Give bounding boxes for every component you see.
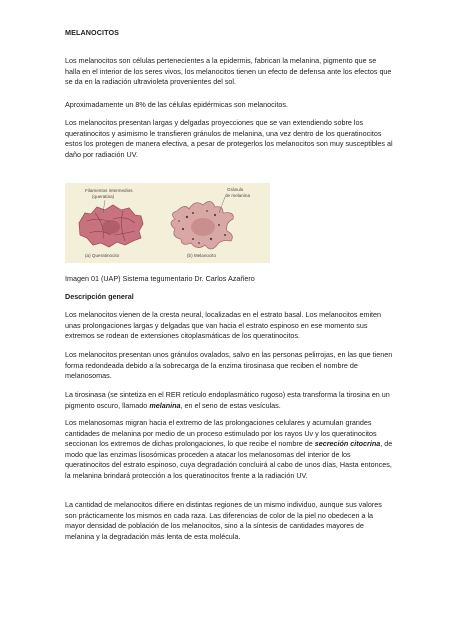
figure-label-keratinocyte: (a) Queratinocito	[85, 253, 120, 258]
term-secrecion-citocrina: secreción citocrina	[314, 439, 381, 449]
paragraph-melanosomes-text-a: Los melanosomas migran hacia el extremo de las prolongaciones celulares y acumulan grandes cantidades de melanina por medio de un proceso estimulado por los rayos Uv y los queratinocitos seccionan los extremos de dichas prolongaciones, lo que recibe el nombre de	[65, 418, 377, 449]
figure-label-granule-1: Gránulo	[227, 187, 244, 192]
paragraph-granules: Los melanocitos presentan unos gránulos ovalados, salvo en las personas pelirrojas, en las que tienen forma redondeada debido a la sobrecarga de la enzima tirosinasa que reciben el nombre de melanosomas.	[65, 350, 393, 381]
keratinocyte-drawing	[79, 200, 143, 247]
cell-illustration	[65, 183, 270, 263]
paragraph-melanosomes-text-b: , de modo que las enzimas lisosómicas proceden a atacar los melanosomas del interior de los queratinocitos del estrato espinoso, cuya degradación concluirá al cabo de unos días, Hasta entonces, la melanina brindará protección a los queratinocitos frente a la radiación UV.	[65, 439, 393, 480]
document-title: MELANOCITOS	[65, 28, 120, 37]
paragraph-intro: Los melanocitos son células pertenecientes a la epidermis, fabrican la melanina, pigmento que se halla en el interior de los seres vivos, los melanocitos tienen un efecto de defensa ante los efectos que se da en la radiación ultravioleta provenientes del sol.	[65, 56, 392, 87]
figure-label-filaments-2: (queratina)	[92, 194, 115, 199]
paragraph-origin: Los melanocitos vienen de la cresta neural, localizadas en el estrato basal. Los melanocitos emiten unas prolongaciones largas y delgadas que van hacia el estrato espinoso en ese momento sus extremos se rodean de extensiones citoplasmáticas de los queratinocitos.	[65, 310, 382, 341]
paragraph-projections: Los melanocitos presentan largas y delgadas proyecciones que se van extendiendo sobre los queratinocitos y asimismo le transfieren gránulos de melanina, una vez dentro de los queratinocitos estos los protegen de manera efectiva, a pesar de protegerlos los melanocitos son muy susceptibles al daño por radiación UV.	[65, 118, 393, 159]
term-melanina: melanina	[149, 400, 181, 410]
paragraph-melanosomes	[65, 418, 393, 482]
figure-caption: Imagen 01 (UAP) Sistema tegumentario Dr. Carlos Azañero	[65, 274, 255, 283]
cell-illustration-svg	[65, 183, 270, 263]
section-heading: Descripción general	[65, 292, 134, 301]
paragraph-quantity: La cantidad de melanocitos difiere en distintas regiones de un mismo individuo, aunque sus valores son prácticamente los mismos en cada raza. Las diferencias de color de la piel no obedecen a la mayor densidad de población de los melanocitos, sino a la síntesis de cantidades mayores de melanina y la degradación más lenta de esta molécula.	[65, 500, 382, 541]
paragraph-tyrosinase-text-b: , en el seno de estas vesículas.	[180, 400, 281, 410]
figure-label-filaments-1: Filamentos intermedios	[85, 188, 133, 193]
paragraph-tyrosinase-text-a: La tirosinasa (se sintetiza en el RER retículo endoplasmático rugoso) esta transforma la tirosina en un pigmento oscuro, llamado	[65, 390, 390, 410]
paragraph-tyrosinase	[65, 390, 393, 411]
figure-label-melanocyte: (b) Melanocito	[187, 253, 217, 258]
paragraph-percentage: Aproximadamente un 8% de las células epidérmicas son melanocitos.	[65, 100, 288, 109]
melanocyte-drawing	[171, 197, 233, 249]
figure-label-granule-2: de melanina	[225, 193, 251, 198]
